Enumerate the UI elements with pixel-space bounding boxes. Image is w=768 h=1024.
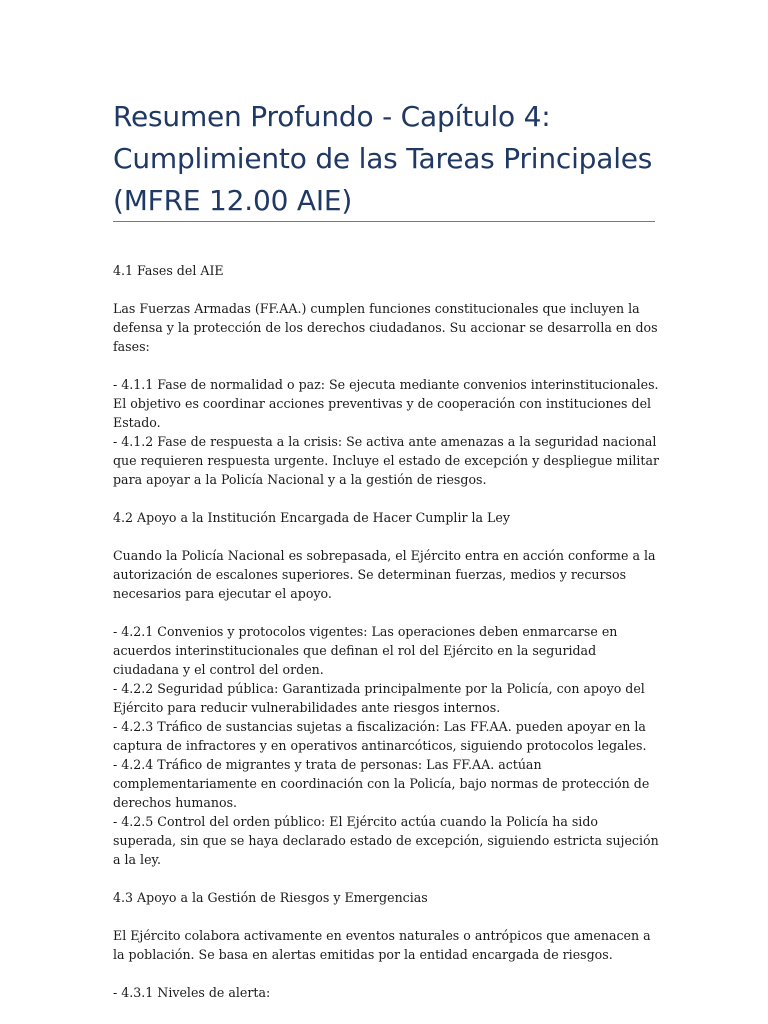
list-item-4-3-1: - 4.3.1 Niveles de alerta: (113, 985, 271, 1000)
list-item-4-2-3: - 4.2.3 Tráfico de sustancias sujetas a fiscalización: Las FF.AA. pueden apoyar en la captura de infractores y en operativos antinarcóticos, siguiendo protocolos legales. (113, 719, 647, 753)
list-item-4-1-2: - 4.1.2 Fase de respuesta a la crisis: Se activa ante amenazas a la seguridad nacional que requieren respuesta urgente. Incluye el estado de excepción y despliegue militar para apoyar a la Policía Nacional y a la gestión de riesgos. (113, 434, 660, 487)
section-intro-4-2: Cuando la Policía Nacional es sobrepasada, el Ejército entra en acción conforme a la autorización de escalones superiores. Se determinan fuerzas, medios y recursos necesarios para ejecutar el apoyo. (113, 548, 656, 601)
list-item-4-2-1: - 4.2.1 Convenios y protocolos vigentes: Las operaciones deben enmarcarse en acuerdos interinstitucionales que definan el rol del Ejército en la seguridad ciudadana y el control del orden. (113, 624, 618, 677)
section-heading-4-3: 4.3 Apoyo a la Gestión de Riesgos y Emergencias (113, 890, 428, 905)
list-item-4-2-4: - 4.2.4 Tráfico de migrantes y trata de personas: Las FF.AA. actúan complementariamente en coordinación con la Policía, bajo normas de protección de derechos humanos. (113, 757, 650, 810)
document-title: Resumen Profundo - Capítulo 4: Cumplimiento de las Tareas Principales (MFRE 12.00 AIE) (113, 100, 653, 217)
section-intro-4-3: El Ejército colabora activamente en eventos naturales o antrópicos que amenacen a la población. Se basa en alertas emitidas por la entidad encargada de riesgos. (113, 928, 651, 962)
section-heading-4-1: 4.1 Fases del AIE (113, 263, 224, 278)
section-list-4-2 (113, 622, 661, 869)
list-item-4-1-1: - 4.1.1 Fase de normalidad o paz: Se ejecuta mediante convenios interinstitucionales. El objetivo es coordinar acciones preventivas y de cooperación con instituciones del Estado. (113, 377, 659, 430)
section-list-4-3 (113, 983, 661, 1002)
section-heading-4-2: 4.2 Apoyo a la Institución Encargada de Hacer Cumplir la Ley (113, 510, 510, 525)
list-item-4-2-2: - 4.2.2 Seguridad pública: Garantizada principalmente por la Policía, con apoyo del Ejército para reducir vulnerabilidades ante riesgos internos. (113, 681, 645, 715)
list-item-4-2-5: - 4.2.5 Control del orden público: El Ejército actúa cuando la Policía ha sido superada, sin que se haya declarado estado de excepción, siguiendo estricta sujeción a la ley. (113, 814, 659, 867)
title-divider (113, 221, 655, 222)
section-list-4-1 (113, 375, 661, 489)
section-intro-4-1: Las Fuerzas Armadas (FF.AA.) cumplen funciones constitucionales que incluyen la defensa y la protección de los derechos ciudadanos. Su accionar se desarrolla en dos fases: (113, 301, 658, 354)
document-body (113, 261, 661, 1021)
